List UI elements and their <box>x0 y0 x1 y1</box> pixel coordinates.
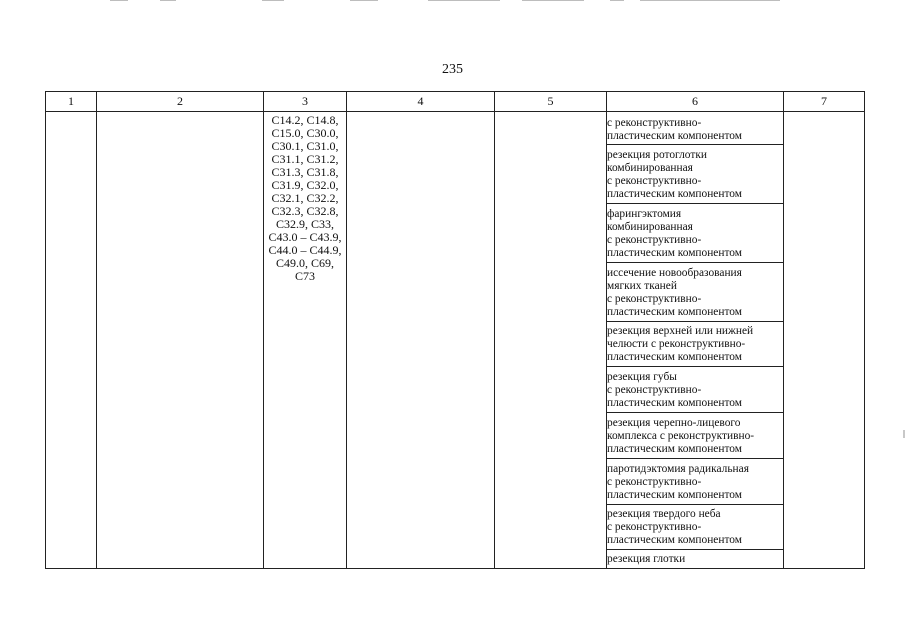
cell-divider <box>607 203 783 204</box>
cell-divider <box>607 504 783 505</box>
column-divider <box>494 92 495 568</box>
scan-artifact <box>110 0 128 1</box>
procedure-line: иссечение новообразования <box>607 267 742 279</box>
procedure-line: с реконструктивно- <box>607 476 702 488</box>
column-divider <box>346 92 347 568</box>
code-line: C31.3, C31.8, <box>271 165 339 179</box>
cell-divider <box>607 366 783 367</box>
procedure-line: с реконструктивно- <box>607 117 702 129</box>
procedure-line: комплекса с реконструктивно- <box>607 430 755 442</box>
cell-divider <box>607 458 783 459</box>
procedure-cell <box>607 417 783 456</box>
code-line: C14.2, C14.8, <box>271 113 339 127</box>
procedure-cell <box>607 267 783 319</box>
column-divider <box>96 92 97 568</box>
procedure-line: резекция черепно-лицевого <box>607 417 741 429</box>
column-header-1: 1 <box>68 94 74 108</box>
column-header-2: 2 <box>177 94 183 108</box>
header-row-border <box>46 111 864 112</box>
procedure-line: фарингэктомия <box>607 208 682 220</box>
scan-artifact <box>610 0 624 1</box>
cell-divider <box>607 549 783 550</box>
code-line: C31.1, C31.2, <box>271 152 339 166</box>
procedure-line: резекция губы <box>607 371 677 383</box>
column-divider <box>783 92 784 568</box>
procedure-cell <box>607 117 783 143</box>
code-line: C30.1, C31.0, <box>271 139 339 153</box>
column-header-4: 4 <box>417 94 424 108</box>
procedure-line: пластическим компонентом <box>607 443 742 455</box>
code-line: C49.0, C69, <box>275 256 334 270</box>
procedure-cell <box>607 508 783 547</box>
cell-divider <box>607 262 783 263</box>
page-number: 235 <box>442 62 463 77</box>
column-header-5: 5 <box>547 94 554 108</box>
procedure-line: комбинированная <box>607 221 693 233</box>
procedure-line: пластическим компонентом <box>607 489 742 501</box>
procedure-cell <box>607 208 783 260</box>
diagnosis-codes-cell <box>264 114 346 283</box>
cell-divider <box>607 321 783 322</box>
procedure-line: с реконструктивно- <box>607 234 702 246</box>
procedure-line: пластическим компонентом <box>607 188 742 200</box>
cell-divider <box>607 412 783 413</box>
procedure-cell <box>607 149 783 201</box>
procedure-line: резекция ротоглотки <box>607 149 707 161</box>
procedure-line: с реконструктивно- <box>607 293 702 305</box>
procedure-line: резекция твердого неба <box>607 508 721 520</box>
procedure-line: челюсти с реконструктивно- <box>607 338 746 350</box>
code-line: C43.0 – C43.9, <box>268 230 342 244</box>
procedure-line: пластическим компонентом <box>607 247 742 259</box>
procedure-cell <box>607 371 783 410</box>
scan-artifact <box>262 0 284 1</box>
procedure-cell <box>607 325 783 364</box>
procedure-cell <box>607 463 783 502</box>
scan-artifact <box>640 0 780 1</box>
scan-artifact <box>160 0 176 1</box>
procedure-line: паротидэктомия радикальная <box>607 463 749 475</box>
procedure-line: пластическим компонентом <box>607 351 742 363</box>
code-line: C15.0, C30.0, <box>271 126 339 140</box>
code-line: C32.9, C33, <box>275 217 334 231</box>
cell-divider <box>607 144 783 145</box>
procedure-line: пластическим компонентом <box>607 397 742 409</box>
scan-artifact <box>350 0 378 1</box>
column-header-3: 3 <box>302 94 308 108</box>
procedure-line: комбинированная <box>607 162 693 174</box>
procedure-line: резекция верхней или нижней <box>607 325 754 337</box>
code-line: C32.1, C32.2, <box>271 191 339 205</box>
procedure-line: резекция глотки <box>607 553 686 565</box>
procedure-line: мягких тканей <box>607 280 677 292</box>
procedure-line: пластическим компонентом <box>607 130 742 142</box>
procedure-line: пластическим компонентом <box>607 306 742 318</box>
scan-artifact <box>522 0 584 1</box>
scan-artifact <box>428 0 500 1</box>
procedure-line: с реконструктивно- <box>607 384 702 396</box>
code-line: C31.9, C32.0, <box>271 178 339 192</box>
column-header-7: 7 <box>821 94 827 108</box>
procedure-cell <box>607 553 783 566</box>
procedure-line: пластическим компонентом <box>607 534 742 546</box>
code-line: C73 <box>294 269 315 283</box>
procedure-line: с реконструктивно- <box>607 175 702 187</box>
document-table <box>45 91 865 569</box>
procedure-line: с реконструктивно- <box>607 521 702 533</box>
column-header-6: 6 <box>692 94 698 108</box>
code-line: C32.3, C32.8, <box>271 204 339 218</box>
code-line: C44.0 – C44.9, <box>268 243 342 257</box>
